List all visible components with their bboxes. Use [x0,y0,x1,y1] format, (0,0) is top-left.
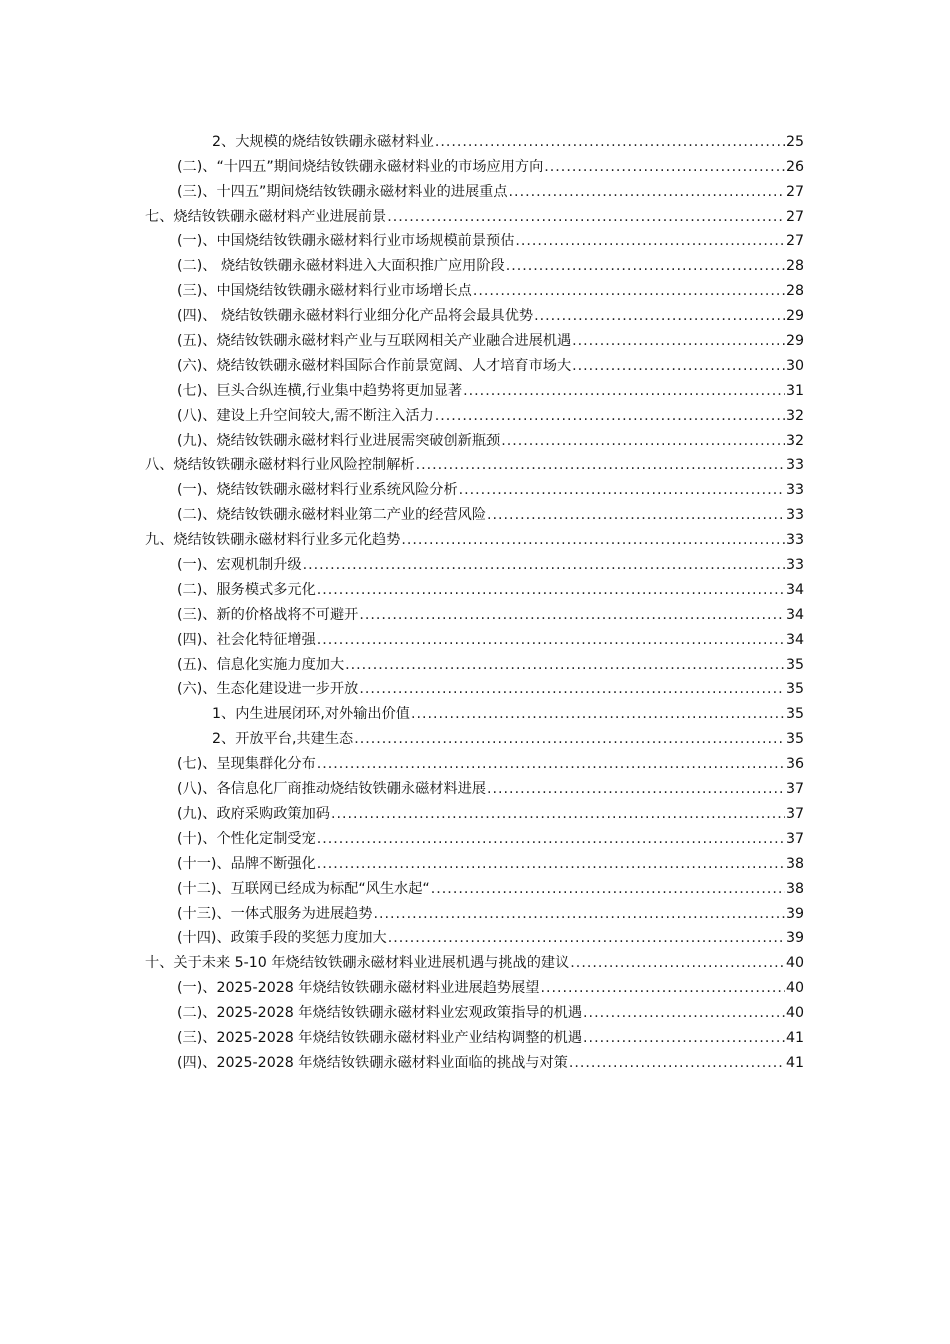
toc-dot-leader [317,581,785,599]
toc-dot-leader [345,656,785,674]
toc-dot-leader [572,332,785,350]
toc-dot-leader [354,730,785,748]
toc-entry[interactable] [0,848,950,873]
toc-entry[interactable] [0,450,950,475]
toc-entry-title: (九)、政府采购政策加码 [177,805,330,822]
toc-entry-title: (八)、各信息化厂商推动烧结钕铁硼永磁材料进展 [177,781,487,798]
toc-entry-title: (二)、服务模式多元化 [177,581,316,598]
toc-entry-page-number: 39 [785,930,804,947]
toc-entry-page-number: 32 [785,432,804,449]
toc-entry[interactable] [0,549,950,574]
toc-entry-page-number: 37 [785,781,804,798]
toc-entry[interactable] [0,325,950,350]
toc-entry[interactable] [0,425,950,450]
toc-entry-title: (五)、信息化实施力度加大 [177,656,345,673]
toc-dot-leader [572,357,785,375]
toc-entry-title: (一)、烧结钕铁硼永磁材料行业系统风险分析 [177,482,458,499]
toc-entry-page-number: 27 [785,208,804,225]
toc-entry[interactable] [0,574,950,599]
toc-entry-title: (四)、2025-2028 年烧结钕铁硼永磁材料业面临的挑战与对策 [177,1054,568,1071]
toc-entry-title: 1、内生进展闭环,对外输出价值 [212,706,410,723]
toc-dot-leader [374,905,785,923]
toc-entry[interactable] [0,201,950,226]
toc-entry-title: (一)、中国烧结钕铁硼永磁材料行业市场规模前景预估 [177,233,515,250]
toc-entry-page-number: 34 [785,631,804,648]
toc-entry-page-number: 34 [785,606,804,623]
toc-entry-page-number: 32 [785,407,804,424]
toc-entry-page-number: 35 [785,656,804,673]
toc-entry[interactable] [0,947,950,972]
toc-entry-page-number: 33 [785,557,804,574]
toc-entry[interactable] [0,674,950,699]
toc-entry-title: (六)、生态化建设进一步开放 [177,681,359,698]
toc-entry-page-number: 41 [785,1054,804,1071]
toc-entry-page-number: 39 [785,905,804,922]
toc-entry[interactable] [0,1022,950,1047]
toc-entry[interactable] [0,400,950,425]
toc-entry-page-number: 38 [785,880,804,897]
table-of-contents [0,126,950,1072]
toc-dot-leader [435,407,785,425]
toc-entry-page-number: 27 [785,233,804,250]
toc-entry-title: (一)、2025-2028 年烧结钕铁硼永磁材料业进展趋势展望 [177,980,540,997]
toc-entry-page-number: 36 [785,756,804,773]
toc-entry-title: (二)、烧结钕铁硼永磁材料业第二产业的经营风险 [177,507,487,524]
toc-dot-leader [459,481,785,499]
toc-dot-leader [463,382,785,400]
toc-entry[interactable] [0,275,950,300]
toc-entry-page-number: 34 [785,581,804,598]
toc-entry[interactable] [0,773,950,798]
toc-entry-page-number: 38 [785,855,804,872]
toc-dot-leader [570,954,785,972]
toc-dot-leader [487,506,785,524]
toc-entry-title: 2、开放平台,共建生态 [212,731,354,748]
toc-entry-page-number: 40 [785,955,804,972]
toc-entry[interactable] [0,923,950,948]
toc-entry[interactable] [0,823,950,848]
toc-entry-title: 十、关于未来 5-10 年烧结钕铁硼永磁材料业进展机遇与挑战的建议 [145,955,570,972]
toc-entry[interactable] [0,997,950,1022]
toc-entry-title: 八、烧结钕铁硼永磁材料行业风险控制解析 [145,457,415,474]
toc-entry-page-number: 33 [785,482,804,499]
toc-dot-leader [317,755,785,773]
toc-entry[interactable] [0,1047,950,1072]
toc-entry[interactable] [0,350,950,375]
toc-entry-page-number: 30 [785,357,804,374]
toc-entry-title: (五)、烧结钕铁硼永磁材料产业与互联网相关产业融合进展机遇 [177,333,572,350]
toc-entry-page-number: 28 [785,283,804,300]
toc-entry-page-number: 27 [785,183,804,200]
toc-entry-title: 七、烧结钕铁硼永磁材料产业进展前景 [145,208,387,225]
toc-dot-leader [509,183,785,201]
toc-entry-title: (十一)、品牌不断强化 [177,855,316,872]
toc-entry-title: (十三)、一体式服务为进展趋势 [177,905,373,922]
toc-entry[interactable] [0,698,950,723]
toc-dot-leader [317,631,785,649]
toc-entry[interactable] [0,972,950,997]
toc-entry-title: (一)、宏观机制升级 [177,557,302,574]
toc-entry-page-number: 40 [785,1005,804,1022]
toc-entry-title: (三)、十四五”期间烧结钕铁硼永磁材料业的进展重点 [177,183,508,200]
toc-entry[interactable] [0,226,950,251]
toc-dot-leader [515,232,785,250]
toc-dot-leader [387,208,785,226]
toc-dot-leader [534,307,785,325]
toc-dot-leader [569,1054,785,1072]
toc-entry-title: (三)、新的价格战将不可避开 [177,606,359,623]
toc-dot-leader [317,830,785,848]
toc-entry-page-number: 37 [785,805,804,822]
toc-dot-leader [317,855,785,873]
toc-entry-page-number: 37 [785,830,804,847]
toc-entry-page-number: 25 [785,133,804,150]
toc-entry-page-number: 35 [785,706,804,723]
toc-entry-title: (三)、中国烧结钕铁硼永磁材料行业市场增长点 [177,283,472,300]
toc-dot-leader [401,531,785,549]
toc-entry[interactable] [0,649,950,674]
toc-entry[interactable] [0,624,950,649]
toc-entry[interactable] [0,898,950,923]
toc-entry-title: (七)、呈现集群化分布 [177,756,316,773]
toc-entry-title: (七)、巨头合纵连横,行业集中趋势将更加显著 [177,382,463,399]
toc-entry[interactable] [0,176,950,201]
toc-entry-page-number: 33 [785,507,804,524]
toc-entry-title: (十四)、政策手段的奖惩力度加大 [177,930,387,947]
toc-entry-title: 九、烧结钕铁硼永磁材料行业多元化趋势 [145,532,401,549]
toc-entry[interactable] [0,300,950,325]
toc-entry-page-number: 29 [785,333,804,350]
toc-dot-leader [540,979,784,997]
toc-dot-leader [359,606,785,624]
toc-dot-leader [359,680,785,698]
toc-dot-leader [431,880,785,898]
toc-entry-title: (二)、 烧结钕铁硼永磁材料进入大面积推广应用阶段 [177,258,505,275]
toc-entry-title: 2、大规模的烧结钕铁硼永磁材料业 [212,133,434,150]
toc-dot-leader [303,556,785,574]
toc-entry[interactable] [0,499,950,524]
toc-entry-page-number: 35 [785,681,804,698]
toc-entry-page-number: 40 [785,980,804,997]
toc-entry[interactable] [0,151,950,176]
toc-dot-leader [506,257,785,275]
toc-entry[interactable] [0,723,950,748]
toc-entry-title: (三)、2025-2028 年烧结钕铁硼永磁材料业产业结构调整的机遇 [177,1029,583,1046]
toc-entry-title: (二)、2025-2028 年烧结钕铁硼永磁材料业宏观政策指导的机遇 [177,1005,583,1022]
toc-dot-leader [411,705,785,723]
toc-entry-page-number: 33 [785,532,804,549]
toc-dot-leader [331,805,785,823]
toc-entry[interactable] [0,599,950,624]
toc-dot-leader [416,456,785,474]
toc-entry-title: (十)、个性化定制受宠 [177,830,316,847]
toc-entry-page-number: 41 [785,1029,804,1046]
toc-entry-title: (十二)、互联网已经成为标配“风生水起“ [177,880,430,897]
toc-dot-leader [583,1004,785,1022]
toc-dot-leader [583,1029,785,1047]
toc-entry[interactable] [0,748,950,773]
toc-dot-leader [544,158,785,176]
toc-entry[interactable] [0,524,950,549]
toc-entry-page-number: 33 [785,457,804,474]
toc-entry[interactable] [0,798,950,823]
toc-entry[interactable] [0,126,950,151]
toc-entry-page-number: 31 [785,382,804,399]
toc-entry-title: (九)、烧结钕铁硼永磁材料行业进展需突破创新瓶颈 [177,432,501,449]
toc-dot-leader [487,780,785,798]
toc-entry-title: (八)、建设上升空间较大,需不断注入活力 [177,407,434,424]
toc-entry-title: (二)、“十四五”期间烧结钕铁硼永磁材料业的市场应用方向 [177,158,544,175]
toc-entry[interactable] [0,873,950,898]
toc-entry-page-number: 28 [785,258,804,275]
toc-entry-page-number: 35 [785,731,804,748]
toc-entry-page-number: 26 [785,158,804,175]
toc-entry[interactable] [0,474,950,499]
toc-dot-leader [388,929,785,947]
toc-dot-leader [501,432,785,450]
toc-entry[interactable] [0,375,950,400]
toc-entry-title: (六)、烧结钕铁硼永磁材料国际合作前景宽阔、人才培育市场大 [177,357,572,374]
toc-entry-page-number: 29 [785,308,804,325]
toc-dot-leader [435,133,785,151]
toc-entry-title: (四)、社会化特征增强 [177,631,316,648]
toc-dot-leader [473,282,785,300]
toc-entry[interactable] [0,250,950,275]
toc-entry-title: (四)、 烧结钕铁硼永磁材料行业细分化产品将会最具优势 [177,308,534,325]
